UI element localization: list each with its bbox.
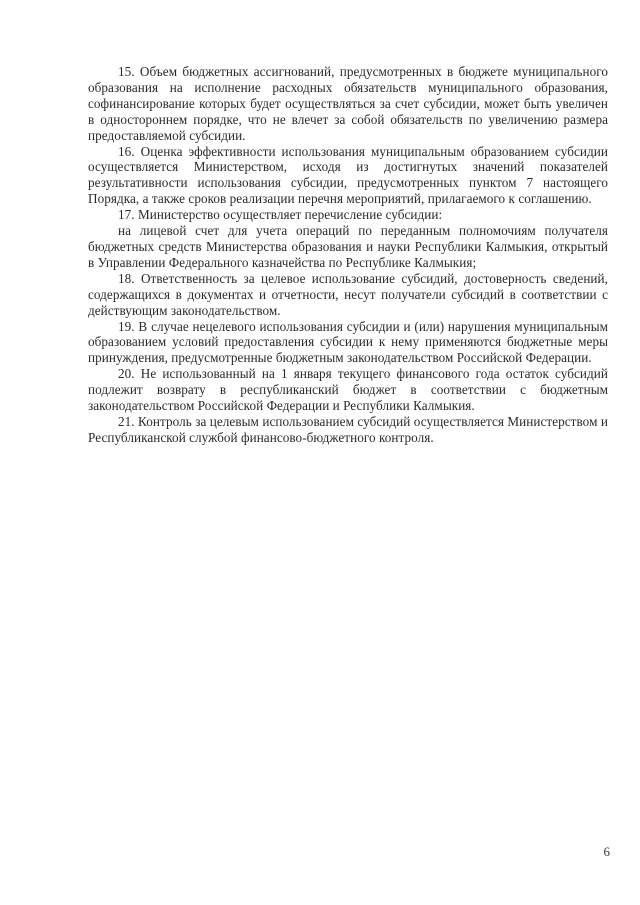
page-number: 6: [603, 844, 610, 859]
paragraph-20: 20. Не использованный на 1 января текущего финансового года остаток субсидий подлежит возврату в республиканский бюджет в соответствии с бюджетным законодательством Российской Федерации и Республики Калмыкия.: [88, 366, 608, 414]
paragraph-16: 16. Оценка эффективности использования муниципальным образованием субсидии осуществляется Министерством, исходя из достигнутых значений показателей результативности использования субсидии, предусмотренных пунктом 7 настоящего Порядка, а также сроков реализации перечня мероприятий, прилагаемого к соглашению.: [88, 143, 608, 207]
paragraph-19: 19. В случае нецелевого использования субсидии и (или) нарушения муниципальным образованием условий предоставления субсидии к нему применяются бюджетные меры принуждения, предусмотренные бюджетным законодательством Российской Федерации.: [88, 318, 608, 366]
paragraph-21: 21. Контроль за целевым использованием субсидий осуществляется Министерством и Республиканской службой финансово-бюджетного контроля.: [88, 413, 608, 445]
paragraph-18: 18. Ответственность за целевое использование субсидий, достоверность сведений, содержащихся в документах и отчетности, несут получатели субсидий в соответствии с действующим законодательством.: [88, 270, 608, 318]
document-body: [88, 64, 608, 446]
paragraph-17: 17. Министерство осуществляет перечисление субсидии:: [118, 207, 443, 223]
paragraph-17-account: на лицевой счет для учета операций по переданным полномочиям получателя бюджетных средств Министерства образования и науки Республики Калмыкия, открытый в Управлении Федерального казначейства по Республике Калмыкия;: [88, 223, 608, 270]
paragraph-15: 15. Объем бюджетных ассигнований, предусмотренных в бюджете муниципального образования на исполнение расходных обязательств муниципального образования, софинансирование которых будет осуществляться за счет субсидии, может быть увеличен в одностороннем порядке, что не влечет за собой обязательств по увеличению размера предоставляемой субсидии.: [88, 64, 608, 143]
